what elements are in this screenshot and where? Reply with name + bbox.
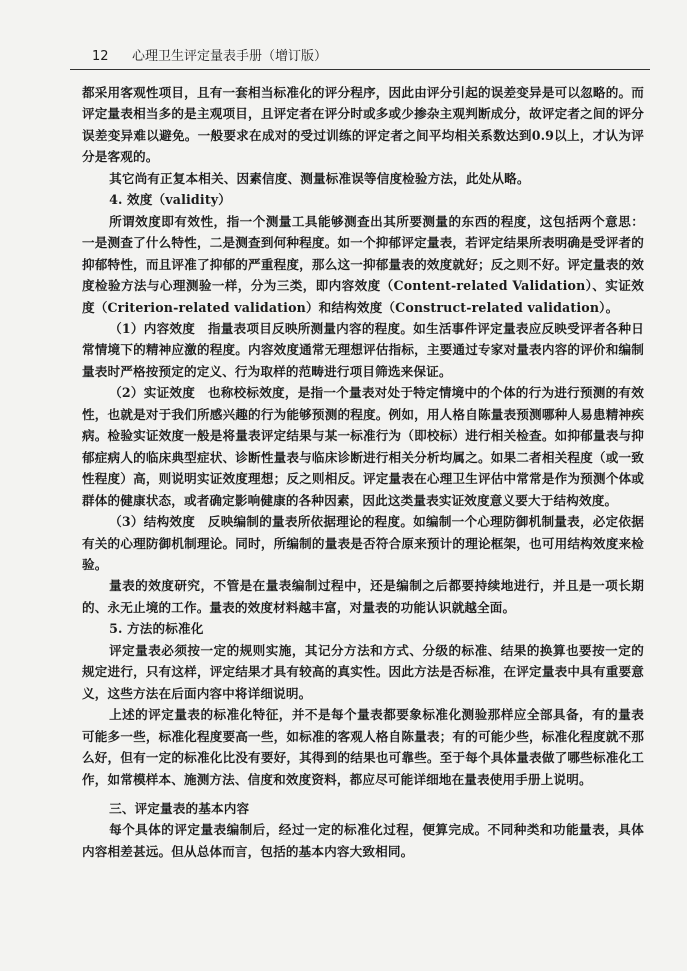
page-header: [70, 47, 650, 70]
heading-basic-contents: 三、评定量表的基本内容: [109, 800, 250, 816]
paragraph-validity-definition: 所谓效度即有效性，指一个测量工具能够测查出其所要测量的东西的程度，这包括两个意思：一是测查了什么特性，二是测查到何种程度。如一个抑郁评定量表，若评定结果所表明确是受评者的抑郁特性，而且评准了抑郁的严重程度，那么这一抑郁量表的效度就好；反之则不好。评定量表的效度检验方法与心理测验一样，分为三类，即内容效度（Content-related Validation）、实证效度（Criterion-related validation）和结构效度（Construct-related validation）。: [82, 213, 644, 315]
paragraph-other-reliability: 其它尚有正复本相关、因素信度、测量标准误等信度检验方法，此处从略。: [109, 170, 530, 186]
paragraph-content-validity: （1）内容效度 指量表项目反映所测量内容的程度。如生活事件评定量表应反映受评者各种日常情境下的精神应激的程度。内容效度通常无理想评估指标，主要通过专家对量表内容的评价和编制量表时严格按预定的定义、行为取样的范畴进行项目筛选来保证。: [82, 320, 644, 379]
page-number: 12: [92, 49, 109, 64]
paragraph-standardization-features: 上述的评定量表的标准化特征，并不是每个量表都要象标准化测验那样应全部具备，有的量表可能多一些，标准化程度要高一些，如标准的客观人格自陈量表；有的可能少些，标准化程度就不那么好，但有一定的标准化比没有要好，其得到的结果也可靠些。至于每个具体量表做了哪些标准化工作，如常模样本、施测方法、信度和效度资料，都应尽可能详细地在量表使用手册上说明。: [82, 707, 644, 787]
paragraph-basic-contents: 每个具体的评定量表编制后，经过一定的标准化过程，便算完成。不同种类和功能量表，具体内容相差甚远。但从总体而言，包括的基本内容大致相同。: [82, 822, 644, 859]
paragraph-criterion-validity: （2）实证效度 也称校标效度，是指一个量表对处于特定情境中的个体的行为进行预测的有效性，也就是对于我们所感兴趣的行为能够预测的程度。例如，用人格自陈量表预测哪种人易患精神疾病。检验实证效度一般是将量表评定结果与某一标准行为（即校标）进行相关检查。如抑郁量表与抑郁症病人的临床典型症状、诊断性量表与临床诊断进行相关分析均属之。如果二者相关程度（或一致性程度）高，则说明实证效度理想；反之则相反。评定量表在心理卫生评估中常常是作为预测个体或群体的健康状态，或者确定影响健康的各种因素，因此这类量表实证效度意义要大于结构效度。: [82, 385, 644, 508]
heading-validity: 4. 效度（validity）: [109, 192, 232, 208]
paragraph-construct-validity: （3）结构效度 反映编制的量表所依据理论的程度。如编制一个心理防御机制量表，必定依据有关的心理防御机制理论。同时，所编制的量表是否符合原来预计的理论框架，也可用结构效度来检验。: [82, 514, 644, 572]
heading-method-standardization: 5. 方法的标准化: [109, 621, 204, 637]
paragraph-method-standardization: 评定量表必须按一定的规则实施，其记分方法和方式、分级的标准、结果的换算也要按一定的规定进行，只有这样，评定结果才具有较高的真实性。因此方法是否标准，在评定量表中具有重要意义，这些方法在后面内容中将详细说明。: [82, 642, 644, 701]
paragraph-objectivity: 都采用客观性项目，且有一套相当标准化的评分程序，因此由评分引起的误差变异是可以忽略的。而评定量表相当多的是主观项目，且评定者在评分时或多或少掺杂主观判断成分，故评定者之间的评分误差变异难以避免。一般要求在成对的受过训练的评定者之间平均相关系数达到0.9以上，才认为评分是客观的。: [82, 85, 644, 165]
paragraph-validity-research: 量表的效度研究，不管是在量表编制过程中，还是编制之后都要持续地进行，并且是一项长期的、永无止境的工作。量表的效度材料越丰富，对量表的功能认识就越全面。: [82, 578, 644, 615]
running-title: 心理卫生评定量表手册（增订版）: [132, 49, 328, 64]
page-content: [82, 82, 644, 862]
